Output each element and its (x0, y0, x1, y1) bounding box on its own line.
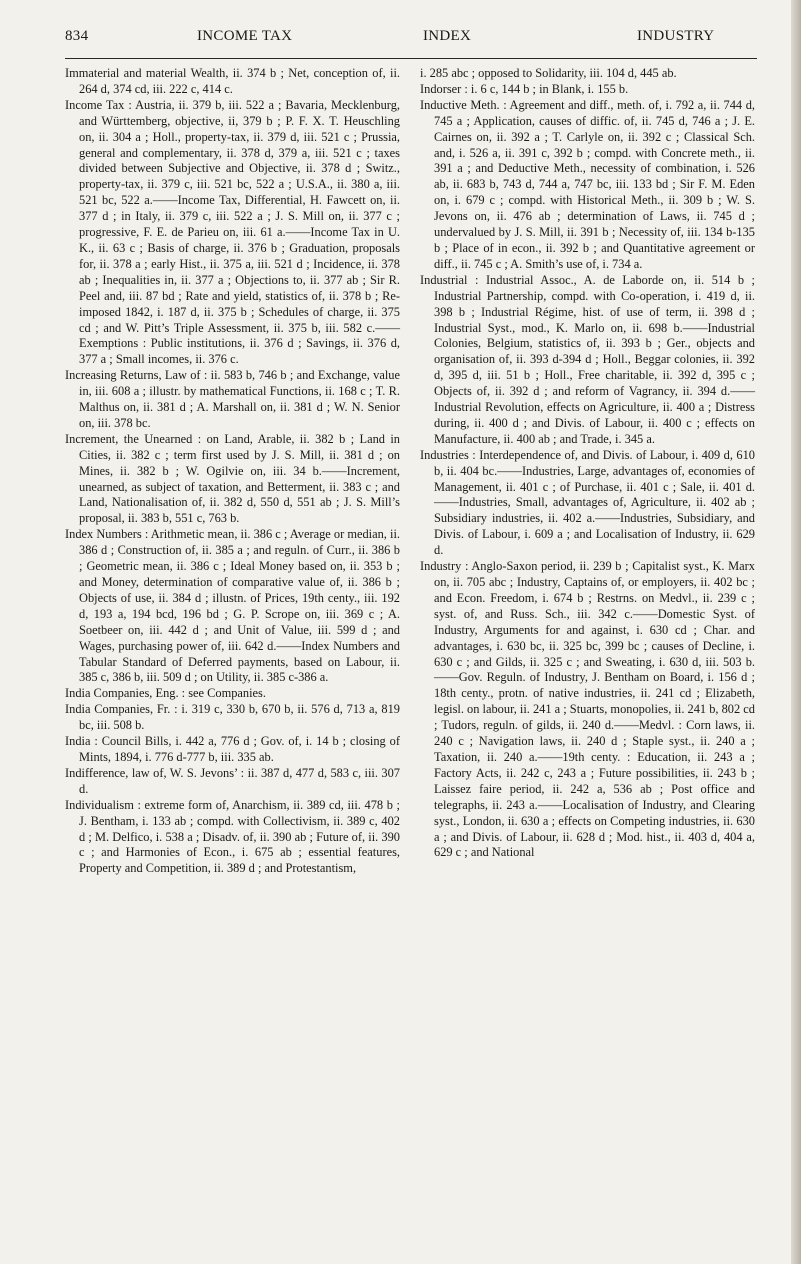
index-entry: Industries : Interdependence of, and Divis. of Labour, i. 409 d, 610 b, ii. 404 bc.——Industries, Large, advantages of, economies of Management, ii. 401 c ; of Purchase, ii. 401 c ; Sale, ii. 401 d.——Industries, Small, advantages of, Agriculture, ii. 402 ab ; Subsidiary industries, ii. 402 a.——Industries, Subsidiary, and Divis. of Labour, i. 609 a ; and Localisation of Industry, ii. 629 d. (420, 447, 755, 558)
index-entry: India Companies, Fr. : i. 319 c, 330 b, 670 b, ii. 576 d, 713 a, 819 bc, iii. 508 b. (65, 702, 400, 733)
index-entry: Indifference, law of, W. S. Jevons’ : ii. 387 d, 477 d, 583 c, iii. 307 d. (65, 765, 400, 796)
index-entry: Increasing Returns, Law of : ii. 583 b, 746 b ; and Exchange, value in, iii. 608 a ; illustr. by mathematical Functions, ii. 168 c ; T. R. Malthus on, ii. 381 d ; A. Marshall on, ii. 381 d ; W. N. Senior on, iii. 378 bc. (65, 368, 400, 430)
running-header (65, 28, 757, 50)
index-entry: Industrial : Industrial Assoc., A. de Laborde on, ii. 514 b ; Industrial Partnership, compd. with Co-operation, i. 419 d, ii. 398 b ; Industrial Régime, hist. of use of term, ii. 398 d ; Industrial Syst., mod., K. Marlo on, ii. 698 b.——Industrial Colonies, Belgium, statistics of, ii. 393 b ; Ger., objects and organisation of, ii. 393 d-394 d ; Holl., Beggar colonies, ii. 392 d, 395 d, iii. 51 b ; Holl., Free charitable, ii. 392 d, 395 c ; Objects of, ii. 392 d ; and reform of Vagrancy, ii. 394 d.——Industrial Revolution, effects on Agriculture, ii. 400 a ; Distress during, ii. 400 d ; and Divis. of Labour, ii. 400 c ; effects on Manufacture, ii. 400 ab ; and Trade, i. 345 a. (420, 272, 755, 446)
index-entry: Inductive Meth. : Agreement and diff., meth. of, i. 792 a, ii. 744 d, 745 a ; Application, causes of diffic. of, ii. 745 d, 746 a ; J. E. Cairnes on, ii. 392 a ; T. Carlyle on, ii. 392 c ; Classical Sch. and, i. 526 a, ii. 391 c, 392 b ; compd. with Concrete meth., ii. 391 a ; and Deductive Meth., necessity of combination, i. 526 ab, ii. 683 b, 743 d, 744 a, 747 bc, iii. 133 bd ; Sir F. M. Eden on, i. 679 c ; compd. with Historical Meth., ii. 309 b ; W. S. Jevons on, ii. 476 ab ; determination of Laws, ii. 745 d ; undervalued by J. S. Mill, ii. 391 b ; Necessity of, iii. 134 b-135 b ; Place of in econ., ii. 392 b ; and Quantitative agreement or diff., ii. 745 c ; A. Smith’s use of, i. 734 a. (420, 97, 755, 271)
index-entry: Index Numbers : Arithmetic mean, ii. 386 c ; Average or median, ii. 386 d ; Construction of, ii. 385 a ; and reguln. of Curr., ii. 386 b ; Geometric mean, ii. 386 c ; Ideal Money based on, ii. 353 b ; and Money, determination of comparative value of, ii. 386 b ; Objects of use, ii. 384 d ; illustn. of Prices, 19th centy., iii. 192 d, 193 a, 194 bcd, 196 bd ; G. P. Scrope on, iii. 369 c ; A. Soetbeer on, iii. 442 d ; and Unit of Value, iii. 599 d ; and Wages, purchasing power of, iii. 642 d.——Index Numbers and Tabular Standard of Deferred payments, based on Labour, ii. 385 c, 386 b, iii. 509 d ; on Utility, ii. 385 c-386 a. (65, 527, 400, 685)
index-column-right (420, 66, 755, 861)
index-entry: India Companies, Eng. : see Companies. (65, 686, 266, 701)
page-number: 834 (65, 28, 89, 44)
header-center-title: INDEX (423, 28, 472, 44)
index-entry: Income Tax : Austria, ii. 379 b, iii. 522 a ; Bavaria, Mecklenburg, and Württemberg, objective, ii, 379 b ; P. F. X. T. Heuschling on, ii. 304 a ; Holl., property-tax, ii. 379 d, iii. 521 c ; Prussia, general and complementary, ii. 378 d, 379 a, iii. 521 c ; taxes divided between Subjective and Objective, ii. 378 d ; Switz., property-tax, ii. 379 c, iii. 521 bc, 522 a ; U.S.A., ii. 380 a, iii. 521 bc, 522 a.——Income Tax, Differential, H. Fawcett on, ii. 377 d ; in Italy, ii. 379 c, iii. 522 a ; J. S. Mill on, ii. 377 c ; progressive, F. E. de Parieu on, iii. 61 a.——Income Tax in U. K., ii. 63 c ; Basis of charge, ii. 376 b ; Graduation, proposals for, ii. 378 a ; early Hist., ii. 375 a, iii. 521 d ; Incidence, ii. 378 ab ; Inequalities in, ii. 377 a ; Objections to, ii. 377 ab ; Sir R. Peel and, iii. 87 bd ; Rate and yield, statistics of, ii. 378 b ; Re-imposed 1842, i. 187 d, ii. 375 b ; Schedules of charge, ii. 375 cd ; and W. Pitt’s Triple Assessment, ii. 375 b, iii. 582 c.——Exemptions : Public institutions, ii. 376 d ; Savings, ii. 376 d, 377 a ; Small incomes, ii. 376 c. (65, 97, 400, 367)
index-entry: Immaterial and material Wealth, ii. 374 b ; Net, conception of, ii. 264 d, 374 cd, iii. 222 c, 414 c. (65, 66, 400, 96)
index-entry: Increment, the Unearned : on Land, Arable, ii. 382 b ; Land in Cities, ii. 382 c ; term first used by J. S. Mill, ii. 381 d ; on Mines, ii. 382 b ; W. Ogilvie on, iii. 34 b.——Increment, unearned, as subject of taxation, and Betterment, ii. 383 c ; and Land, Nationalisation of, ii. 382 d, 550 d, 551 ab ; J. S. Mill’s proposal, ii. 383 b, 551 c, 763 b. (65, 431, 400, 526)
index-entry: Individualism : extreme form of, Anarchism, ii. 389 cd, iii. 478 b ; J. Bentham, i. 133 ab ; compd. with Collectivism, ii. 389 c, 402 d ; M. Delfico, i. 538 a ; Disadv. of, ii. 390 ab ; Future of, ii. 390 c ; and Harmonies of Econ., i. 675 ab ; essential features, Property and Competition, ii. 389 d ; and Protestantism, (65, 797, 400, 876)
header-rule (65, 58, 757, 59)
index-entry: Indorser : i. 6 c, 144 b ; in Blank, i. 155 b. (420, 81, 629, 96)
index-entry: i. 285 abc ; opposed to Solidarity, iii. 104 d, 445 ab. (420, 66, 677, 80)
header-right-title: INDUSTRY (637, 28, 715, 44)
index-entry: India : Council Bills, i. 442 a, 776 d ; Gov. of, i. 14 b ; closing of Mints, 1894, i. 776 d-777 b, iii. 335 ab. (65, 734, 400, 764)
index-column-left (65, 66, 400, 877)
index-entry: Industry : Anglo-Saxon period, ii. 239 b ; Capitalist syst., K. Marx on, ii. 705 abc ; Industry, Captains of, or employers, ii. 402 bc ; and Econ. Freedom, i. 674 b ; Restrns. on Medvl., ii. 239 c ; syst. of, and Russ. Sch., iii. 342 c.——Domestic Syst. of Industry, Arguments for and against, i. 630 cd ; Char. and advantages, i. 630 bc, ii. 325 bc, 399 bc ; causes of Decline, i. 630 c ; and Gilds, ii. 325 c ; and Sweating, i. 630 d, iii. 503 b.——Gov. Reguln. of Industry, J. Bentham on Board, i. 156 d ; 18th centy., protn. of native industries, ii. 241 cd ; Elizabeth, legisl. on labour, ii. 241 a ; Stuarts, monopolies, ii. 241 b, 802 cd ; Tudors, reguln. of gilds, ii. 240 d.——Medvl. : Corn laws, ii. 240 c ; Navigation laws, ii. 240 d ; Staple syst., ii. 240 a ; Taxation, ii. 240 a.——19th centy. : Education, ii. 243 a ; Factory Acts, ii. 242 c, 243 a ; Future possibilities, ii. 243 b ; Laissez faire period, ii. 242 a, 536 ab ; Post office and telegraphs, ii. 243 a.——Localisation of Industry, and Clearing syst., London, ii. 630 a ; effects on Competing industries, ii. 630 a ; and Divis. of Labour, ii. 628 d ; Mod. hist., ii. 403 d, 404 a, 629 c ; and National (420, 559, 755, 860)
header-left-title: INCOME TAX (197, 28, 293, 44)
page-edge-shadow (791, 0, 801, 1264)
